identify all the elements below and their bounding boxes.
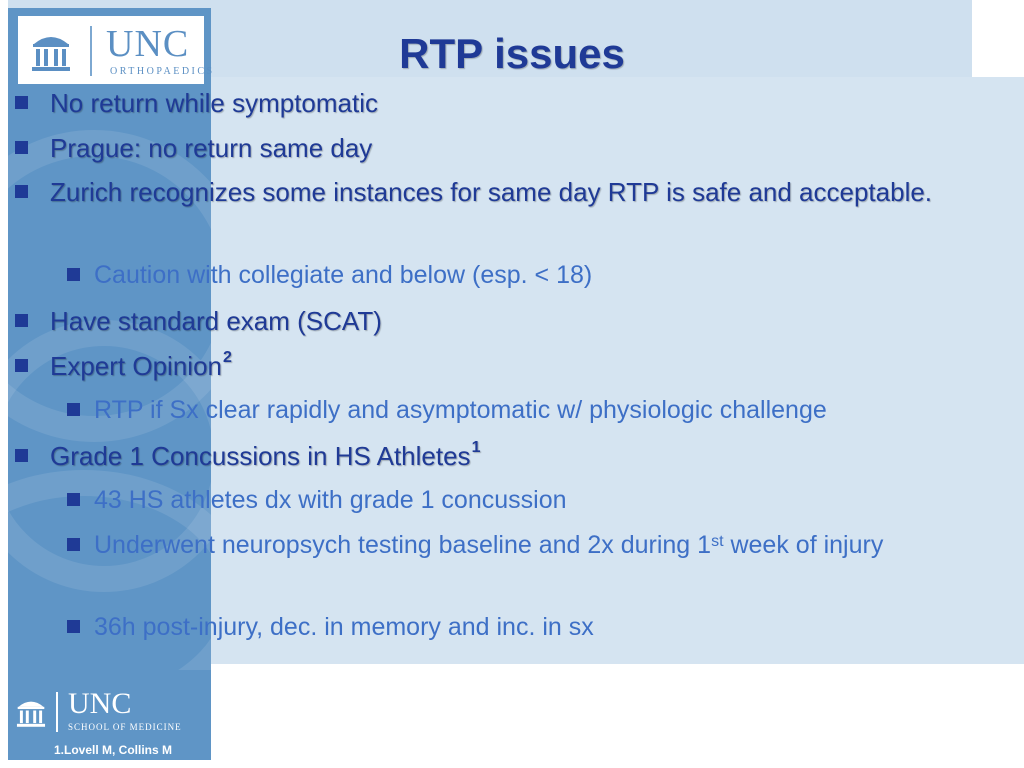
slide-title: RTP issues xyxy=(399,30,625,77)
sub-bullet-square-icon xyxy=(67,268,80,281)
ordinal-superscript: st xyxy=(711,533,724,550)
sub-bullet-square-icon xyxy=(67,538,80,551)
bullet-item: Have standard exam (SCAT) xyxy=(50,306,382,336)
sub-bullet-item: Caution with collegiate and below (esp. < 18) xyxy=(94,261,593,289)
bullet-square-icon xyxy=(15,141,28,154)
sub-bullet-item: 36h post-injury, dec. in memory and inc. in sx xyxy=(94,613,594,641)
logo-unc-text: UNC xyxy=(106,23,190,65)
bullet-text: Expert Opinion xyxy=(50,351,222,381)
bullet-item: No return while symptomatic xyxy=(50,88,378,118)
bullet-square-icon xyxy=(15,96,28,109)
logo-subtitle: SCHOOL OF MEDICINE xyxy=(68,722,182,732)
sub-bullet-square-icon xyxy=(67,493,80,506)
bullet-square-icon xyxy=(15,185,28,198)
sub-bullet-item: RTP if Sx clear rapidly and asymptomatic w/ physiologic challenge xyxy=(94,396,827,424)
sub-bullet-square-icon xyxy=(67,620,80,633)
unc-school-of-medicine-logo xyxy=(12,688,212,736)
bullet-item xyxy=(50,437,970,475)
bullet-item xyxy=(50,347,970,385)
citation-superscript: 2 xyxy=(222,349,232,366)
footer-reference: 1.Lovell M, Collins M xyxy=(54,743,173,757)
logo-divider xyxy=(56,692,58,732)
bullet-square-icon xyxy=(15,359,28,372)
citation-superscript: 1 xyxy=(471,439,481,456)
bullet-item: Prague: no return same day xyxy=(50,133,373,163)
bullet-item: Zurich recognizes some instances for same day RTP is safe and acceptable. xyxy=(50,177,933,207)
sub-bullet-text-after: week of injury xyxy=(723,531,884,559)
sub-bullet-square-icon xyxy=(67,403,80,416)
old-well-icon xyxy=(14,694,48,730)
sub-bullet-item: 43 HS athletes dx with grade 1 concussion xyxy=(94,486,567,514)
bullet-text: Grade 1 Concussions in HS Athletes xyxy=(50,441,471,471)
bullet-square-icon xyxy=(15,314,28,327)
sub-bullet-item xyxy=(94,527,1019,563)
bullet-square-icon xyxy=(15,449,28,462)
sub-bullet-text-before: Underwent neuropsych testing baseline and 2x during 1 xyxy=(94,531,712,559)
logo-unc-text: UNC xyxy=(68,687,132,720)
logo-subtitle: ORTHOPAEDICS xyxy=(110,66,215,77)
